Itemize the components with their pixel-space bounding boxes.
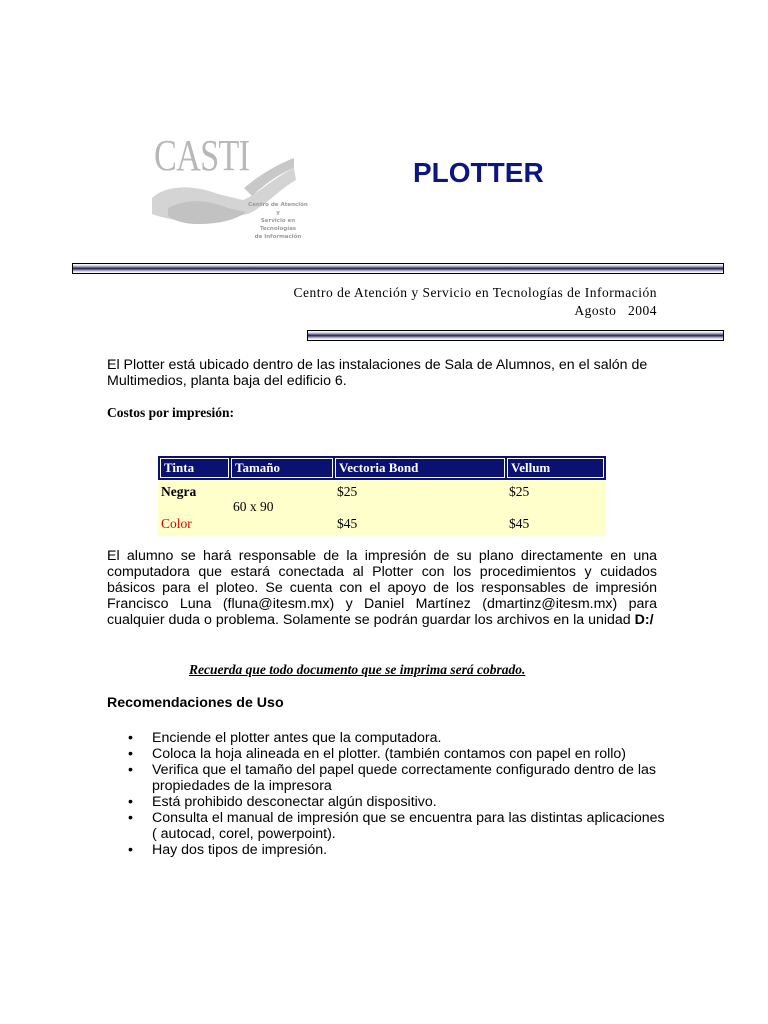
list-item: • Hay dos tipos de impresión. [128,842,668,858]
row-negra-tinta: Negra [161,484,197,499]
header-cell-vectoria-bond: Vectoria Bond [335,458,505,478]
org-header [294,284,657,320]
logo-subtitle-line: Servicio en Tecnologías [259,218,297,232]
recommendations-title: Recomendaciones de Uso [107,695,284,711]
size-cell: 60 x 90 [233,499,274,514]
recommendations-list [128,730,668,858]
billing-reminder: Recuerda que todo documento que se imprima será cobrado. [189,662,526,677]
list-item: • Enciende el plotter antes que la computadora. [128,730,668,746]
row-negra-vectoria: $25 [337,484,358,499]
list-item: • Está prohibido desconectar algún dispositivo. [128,794,668,810]
list-item: • Verifica que el tamaño del papel quede correctamente configurado dentro de las propiedades de la impresora [128,762,668,794]
table-header [158,456,606,480]
costs-table [158,456,606,536]
costs-heading: Costos por impresión: [107,405,235,420]
subheader-divider [307,330,724,341]
page-title: PLOTTER [413,157,544,188]
header-divider [72,263,724,274]
row-color-tinta: Color [161,516,192,531]
logo-subtitle-line: Centro de Atención y [248,202,308,216]
header-cell-tinta: Tinta [160,458,229,478]
logo-wordmark: CASTI [154,131,250,180]
intro-paragraph: El Plotter está ubicado dentro de las instalaciones de Sala de Alumnos, en el salón de Multimedios, planta baja del edificio 6. [107,357,648,389]
list-item: • Coloca la hoja alineada en el plotter. (también contamos con papel en rollo) [128,746,668,762]
row-color-vectoria: $45 [337,516,358,531]
casti-logo [148,128,308,240]
responsibility-text: El alumno se hará responsable de la impresión de su plano directamente en una computadora que estará conectada al Plotter con los procedimientos y cuidados básicos para el ploteo. Se cuenta con el apoyo de los responsables de impresión Francisco Luna (fluna@itesm.mx) y Daniel Martínez (dmartinz@itesm.mx) para cualquier duda o problema. Solamente se podrán guardar los archivos en la unidad [107,548,657,628]
logo-subtitle [248,201,308,241]
logo-subtitle-line: de Información [254,234,302,240]
header-cell-vellum: Vellum [507,458,604,478]
drive-label: D:/ [634,612,654,628]
list-item: • Consulta el manual de impresión que se encuentra para las distintas aplicaciones ( autocad, corel, powerpoint). [128,810,668,842]
responsibility-paragraph [107,548,657,628]
header-cell-tamano: Tamaño [231,458,333,478]
row-negra-vellum: $25 [509,484,530,499]
document-date: Agosto 2004 [574,303,657,318]
table-body [158,480,606,536]
row-color-vellum: $45 [509,516,530,531]
org-name: Centro de Atención y Servicio en Tecnologías de Información [293,285,657,300]
